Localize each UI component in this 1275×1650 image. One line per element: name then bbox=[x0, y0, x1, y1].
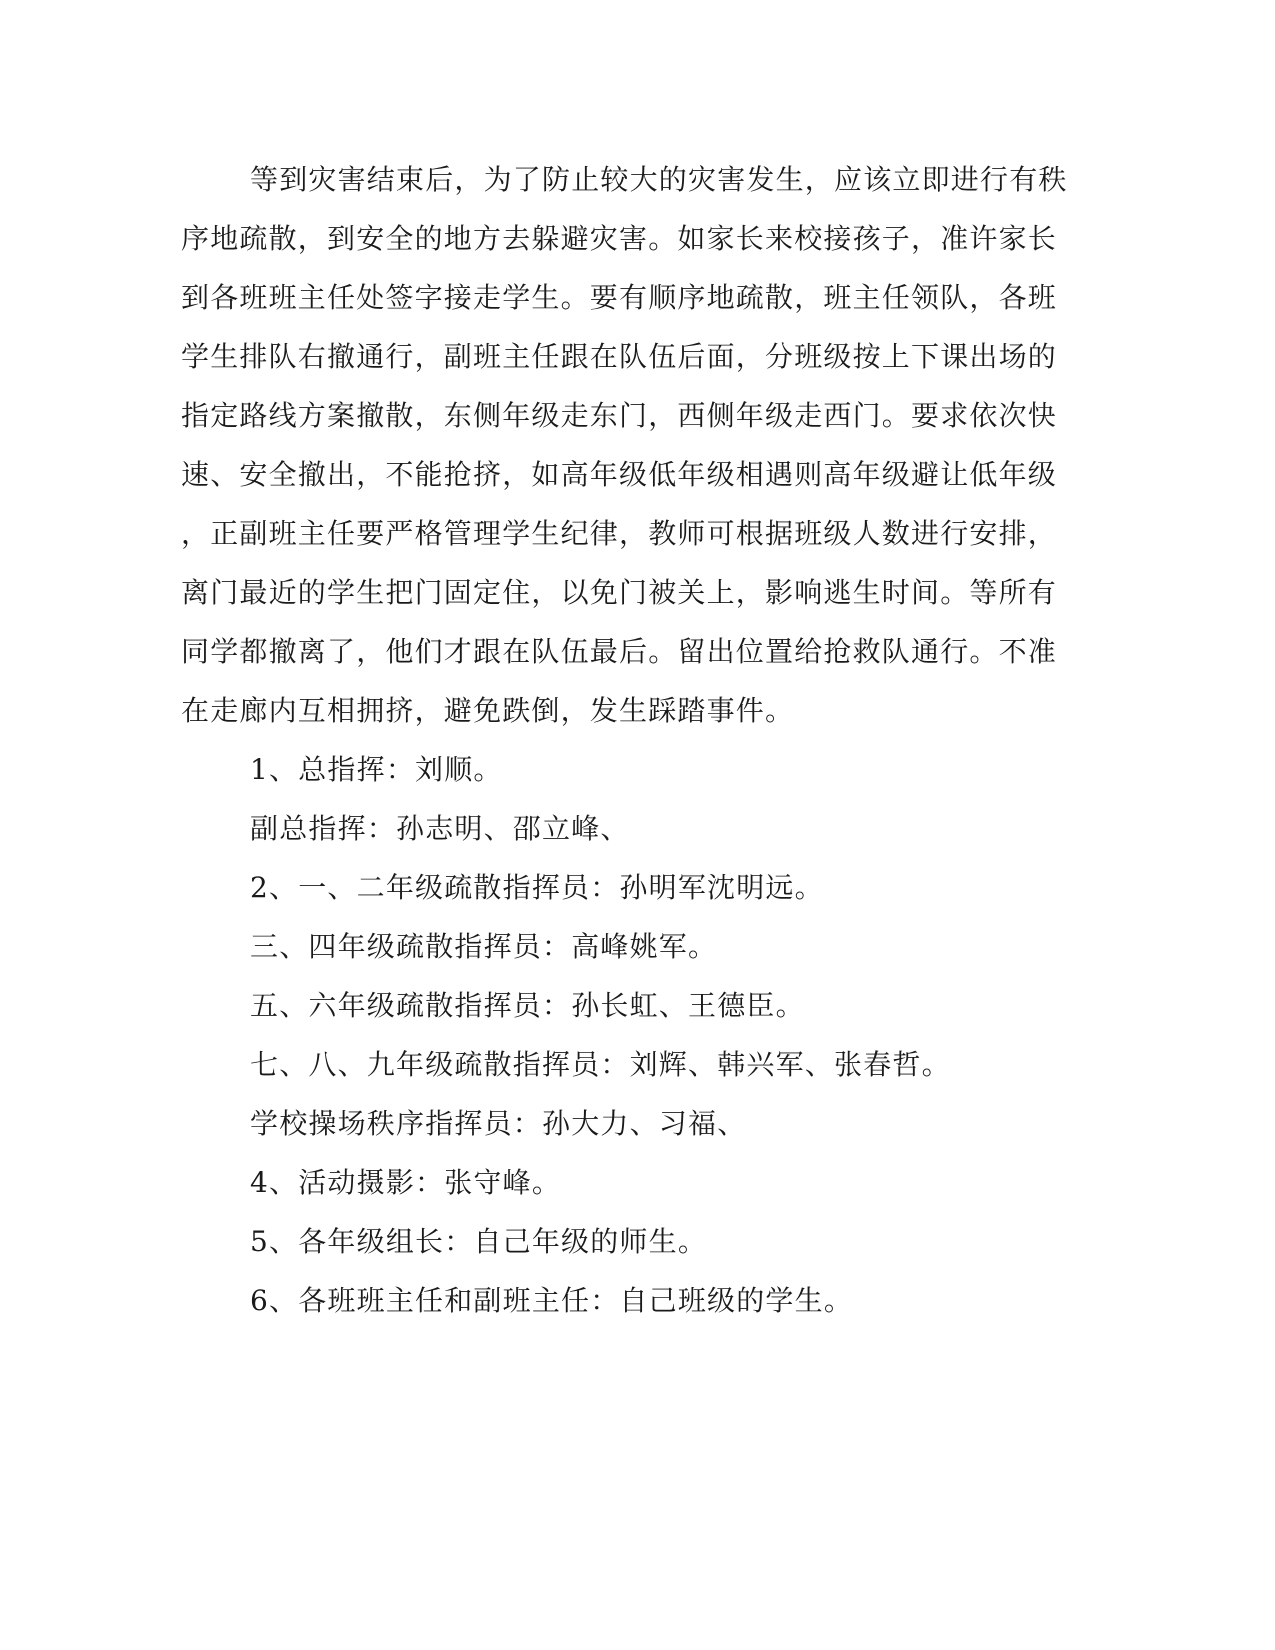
list-item: 学校操场秩序指挥员：孙大力、习福、 bbox=[250, 1107, 747, 1140]
paragraph-line: 指定路线方案撤散，东侧年级走东门，西侧年级走西门。要求依次快 bbox=[181, 399, 1058, 432]
list-item: 七、八、九年级疏散指挥员：刘辉、韩兴军、张春哲。 bbox=[250, 1048, 951, 1081]
paragraph-line: 到各班班主任处签字接走学生。要有顺序地疏散，班主任领队，各班 bbox=[181, 281, 1058, 314]
list-item: 5、各年级组长：自己年级的师生。 bbox=[250, 1225, 708, 1258]
list-item: 副总指挥：孙志明、邵立峰、 bbox=[250, 812, 630, 845]
list-item: 五、六年级疏散指挥员：孙长虹、王德臣。 bbox=[250, 989, 805, 1022]
paragraph-line: 离门最近的学生把门固定住，以免门被关上，影响逃生时间。等所有 bbox=[181, 576, 1058, 609]
list-item: 6、各班班主任和副班主任：自己班级的学生。 bbox=[250, 1284, 854, 1317]
list-item: 三、四年级疏散指挥员：高峰姚军。 bbox=[250, 930, 718, 963]
list-item: 1、总指挥：刘顺。 bbox=[250, 753, 503, 786]
paragraph-line: 学生排队右撤通行，副班主任跟在队伍后面，分班级按上下课出场的 bbox=[181, 340, 1058, 373]
paragraph-line: ，正副班主任要严格管理学生纪律，教师可根据班级人数进行安排， bbox=[181, 517, 1058, 550]
paragraph-line: 在走廊内互相拥挤，避免跌倒，发生踩踏事件。 bbox=[181, 694, 795, 727]
paragraph-line: 同学都撤离了，他们才跟在队伍最后。留出位置给抢救队通行。不准 bbox=[181, 635, 1058, 668]
paragraph-line: 序地疏散，到安全的地方去躲避灾害。如家长来校接孩子，准许家长 bbox=[181, 222, 1058, 255]
paragraph-line: 速、安全撤出，不能抢挤，如高年级低年级相遇则高年级避让低年级 bbox=[181, 458, 1058, 491]
paragraph-line: 等到灾害结束后，为了防止较大的灾害发生，应该立即进行有秩 bbox=[250, 163, 1068, 196]
list-item: 2、一、二年级疏散指挥员：孙明军沈明远。 bbox=[250, 871, 824, 904]
list-item: 4、活动摄影：张守峰。 bbox=[250, 1166, 562, 1199]
